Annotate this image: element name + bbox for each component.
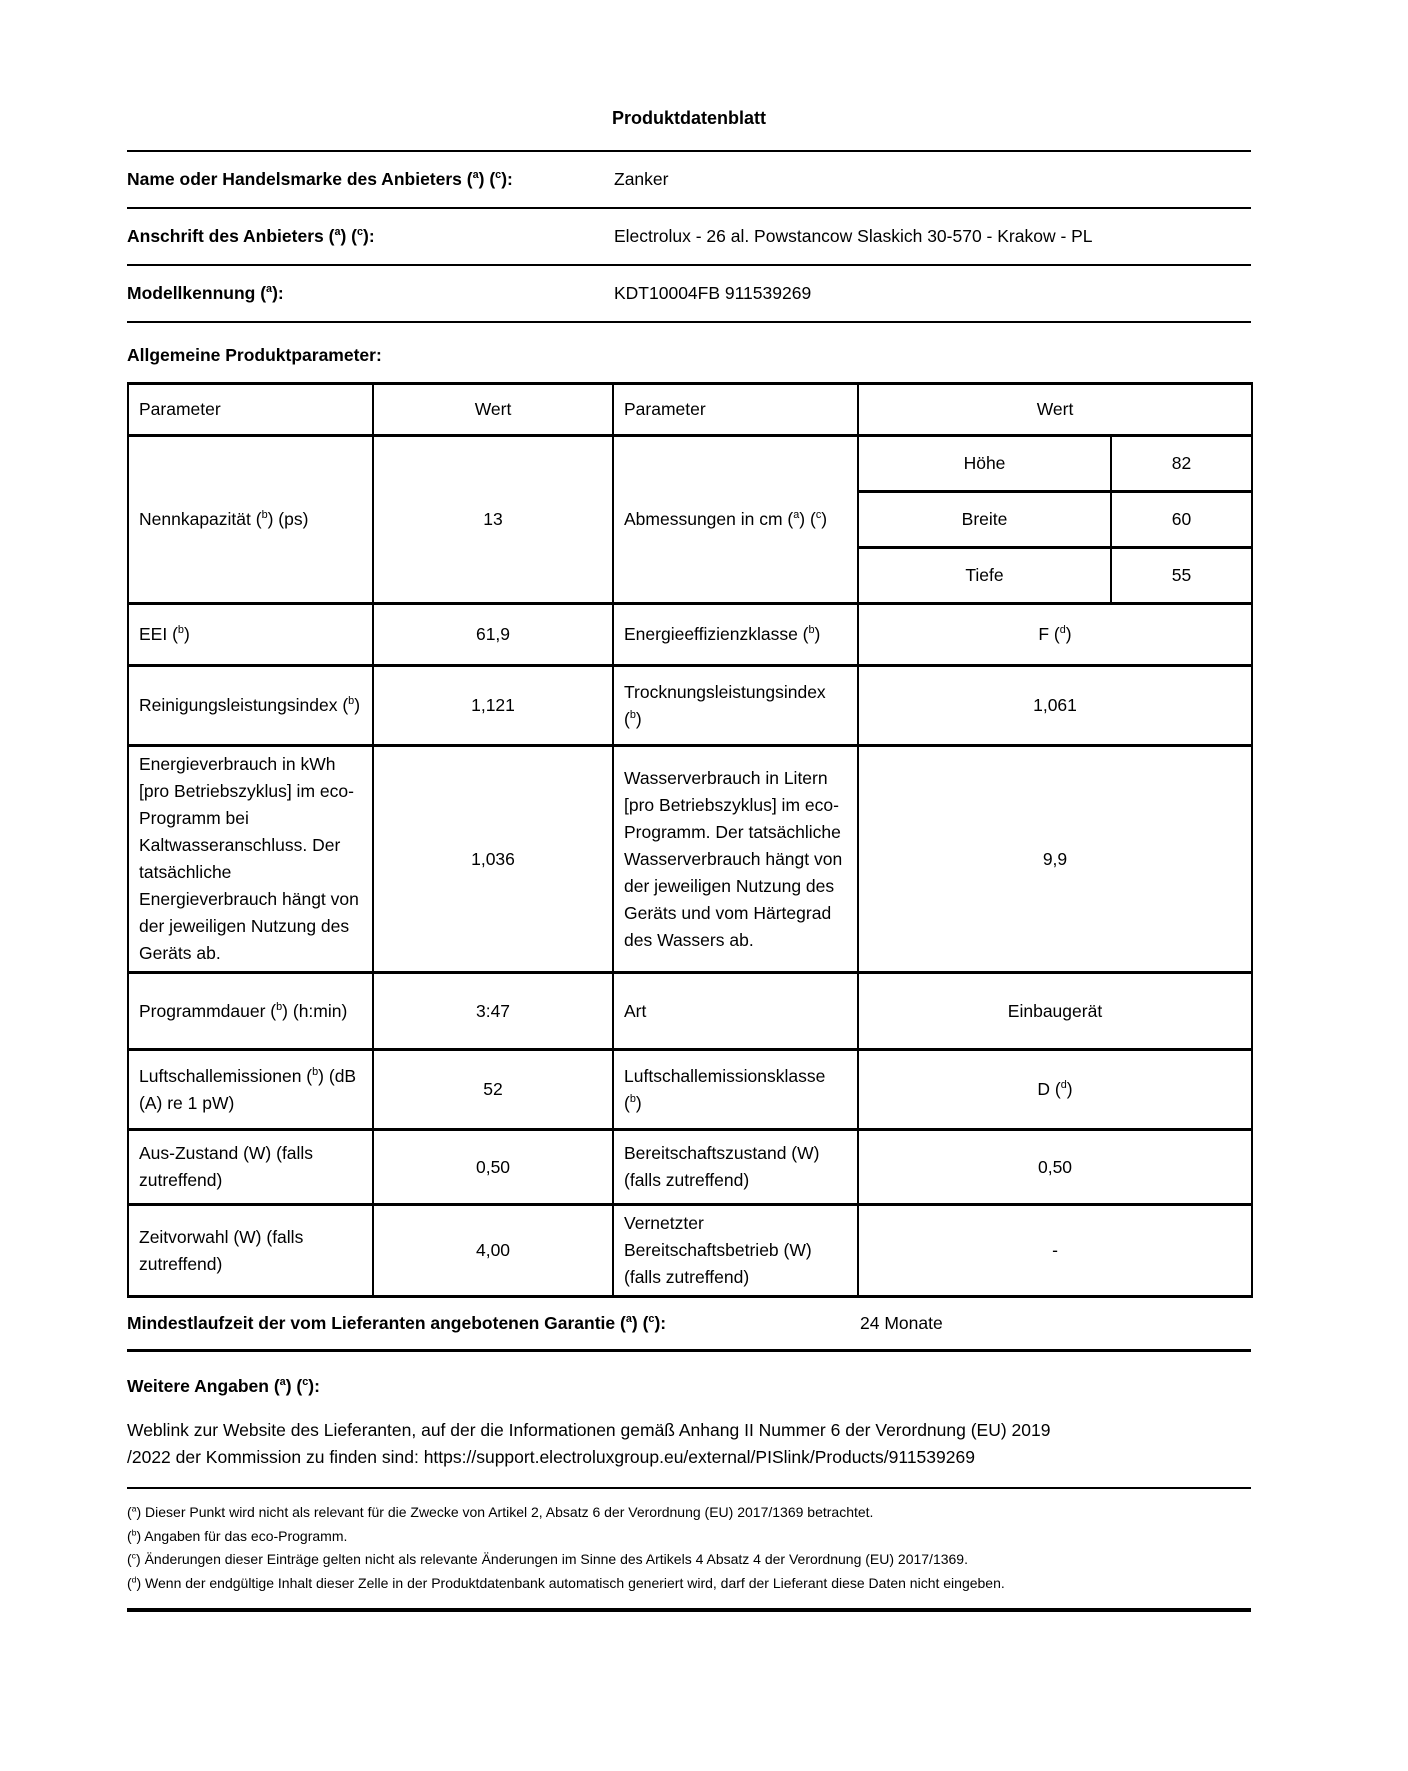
table-header-row [128, 384, 1252, 436]
capacity-value: 13 [373, 436, 613, 604]
section-heading: Allgemeine Produktparameter: [127, 345, 382, 365]
param-value: Einbaugerät [858, 973, 1252, 1050]
model-id-value: KDT10004FB 911539269 [614, 283, 812, 303]
table-row-noise [128, 1050, 1252, 1130]
param-label: Luftschallemissionsklasse ($^b$) [613, 1050, 858, 1130]
param-value: 9,9 [858, 746, 1252, 973]
table-row-delay-networked [128, 1205, 1252, 1297]
param-label: Aus-Zustand (W) (falls zutreffend) [128, 1130, 373, 1205]
warranty-label: Mindestlaufzeit der vom Lieferanten angebotenen Garantie ($^a$) ($^c$): [127, 1313, 667, 1333]
param-label: EEI ($^b$) [128, 604, 373, 666]
col-header-value-right: Wert [858, 384, 1252, 436]
footnote-b: ($^b$) Angaben für das eco-Programm. [127, 1526, 348, 1544]
param-value: - [858, 1205, 1252, 1297]
param-value: 0,50 [373, 1130, 613, 1205]
capacity-label: Nennkapazität ($^b$) (ps) [128, 436, 373, 604]
param-label: Vernetzter Bereitschaftsbetrieb (W) (falls zutreffend) [613, 1205, 858, 1297]
warranty-row [127, 1298, 1251, 1352]
additional-info-heading: Weitere Angaben ($^a$) ($^c$): [127, 1376, 320, 1396]
supplier-name-row [127, 152, 1251, 209]
bottom-rule [127, 1608, 1251, 1612]
param-label: Reinigungsleistungsindex ($^b$) [128, 666, 373, 746]
param-label: Energieverbrauch in kWh [pro Betriebszyklus] im eco-Programm bei Kaltwasseranschluss. Der tatsächliche Energieverbrauch hängt von der jeweiligen Nutzung des Geräts ab. [128, 746, 373, 973]
supplier-name-value: Zanker [614, 169, 669, 189]
param-value: 61,9 [373, 604, 613, 666]
col-header-value-left: Wert [373, 384, 613, 436]
dimension-value-breite: 60 [1111, 492, 1252, 548]
param-label: Wasserverbrauch in Litern [pro Betriebszyklus] im eco-Programm. Der tatsächliche Wasserverbrauch hängt von der jeweiligen Nutzung des Geräts und vom Härtegrad des Wassers ab. [613, 746, 858, 973]
supplier-info-block [127, 150, 1251, 323]
footnote-c: ($^c$) Änderungen dieser Einträge gelten nicht als relevante Änderungen im Sinne des Artikels 4 Absatz 4 der Verordnung (EU) 2017/1369. [127, 1550, 968, 1567]
supplier-address-value: Electrolux - 26 al. Powstancow Slaskich 30-570 - Krakow - PL [614, 226, 1093, 246]
param-value: 52 [373, 1050, 613, 1130]
doc-title: Produktdatenblatt [611, 108, 766, 128]
table-row-eei [128, 604, 1252, 666]
param-label: Programmdauer ($^b$) (h:min) [128, 973, 373, 1050]
param-value: 3:47 [373, 973, 613, 1050]
document-page [127, 0, 1251, 1612]
model-id-label: Modellkennung ($^a$): [127, 283, 284, 303]
param-label: Luftschallemissionen ($^b$) (dB (A) re 1 pW) [128, 1050, 373, 1130]
table-row-off-standby [128, 1130, 1252, 1205]
param-label: Zeitvorwahl (W) (falls zutreffend) [128, 1205, 373, 1297]
table-row-duration-type [128, 973, 1252, 1050]
weblink-paragraph [127, 1417, 1251, 1471]
param-value: 1,036 [373, 746, 613, 973]
product-parameters-table [127, 382, 1253, 1298]
footnote-d: ($^d$) Wenn der endgültige Inhalt dieser Zelle in der Produktdatenbank automatisch generiert wird, darf der Lieferant diese Daten nicht eingeben. [127, 1573, 1005, 1591]
dimension-name-breite: Breite [858, 492, 1111, 548]
weblink-line-2: /2022 der Kommission zu finden sind: https://support.electroluxgroup.eu/external/PISlink/Products/911539269 [127, 1447, 975, 1467]
table-row-cleaning-index [128, 666, 1252, 746]
col-header-param-left: Parameter [128, 384, 373, 436]
param-value: 4,00 [373, 1205, 613, 1297]
footnotes-block [127, 1487, 1251, 1595]
param-value: 1,121 [373, 666, 613, 746]
param-value: 0,50 [858, 1130, 1252, 1205]
param-value: F ($^d$) [858, 604, 1252, 666]
param-value: 1,061 [858, 666, 1252, 746]
dimension-value-hoehe: 82 [1111, 436, 1252, 492]
model-id-row [127, 266, 1251, 323]
dimension-value-tiefe: 55 [1111, 548, 1252, 604]
dimension-name-tiefe: Tiefe [858, 548, 1111, 604]
param-label: Energieeffizienzklasse ($^b$) [613, 604, 858, 666]
param-label: Trocknungsleistungsindex ($^b$) [613, 666, 858, 746]
param-label: Art [613, 973, 858, 1050]
capacity-row [128, 436, 1252, 492]
weblink-line-1: Weblink zur Website des Lieferanten, auf der die Informationen gemäß Anhang II Nummer 6 der Verordnung (EU) 2019 [127, 1420, 1051, 1440]
dimension-name-hoehe: Höhe [858, 436, 1111, 492]
supplier-address-label: Anschrift des Anbieters ($^a$) ($^c$): [127, 226, 375, 246]
dimensions-label: Abmessungen in cm ($^a$) ($^c$) [613, 436, 858, 604]
supplier-name-label: Name oder Handelsmarke des Anbieters ($^a$) ($^c$): [127, 169, 513, 189]
supplier-address-row [127, 209, 1251, 266]
warranty-value: 24 Monate [860, 1313, 943, 1333]
param-value: D ($^d$) [858, 1050, 1252, 1130]
col-header-param-right: Parameter [613, 384, 858, 436]
param-label: Bereitschaftszustand (W) (falls zutreffend) [613, 1130, 858, 1205]
footnote-a: ($^a$) Dieser Punkt wird nicht als relevant für die Zwecke von Artikel 2, Absatz 6 der Verordnung (EU) 2017/1369 betrachtet. [127, 1503, 874, 1520]
table-row-energy-water [128, 746, 1252, 973]
